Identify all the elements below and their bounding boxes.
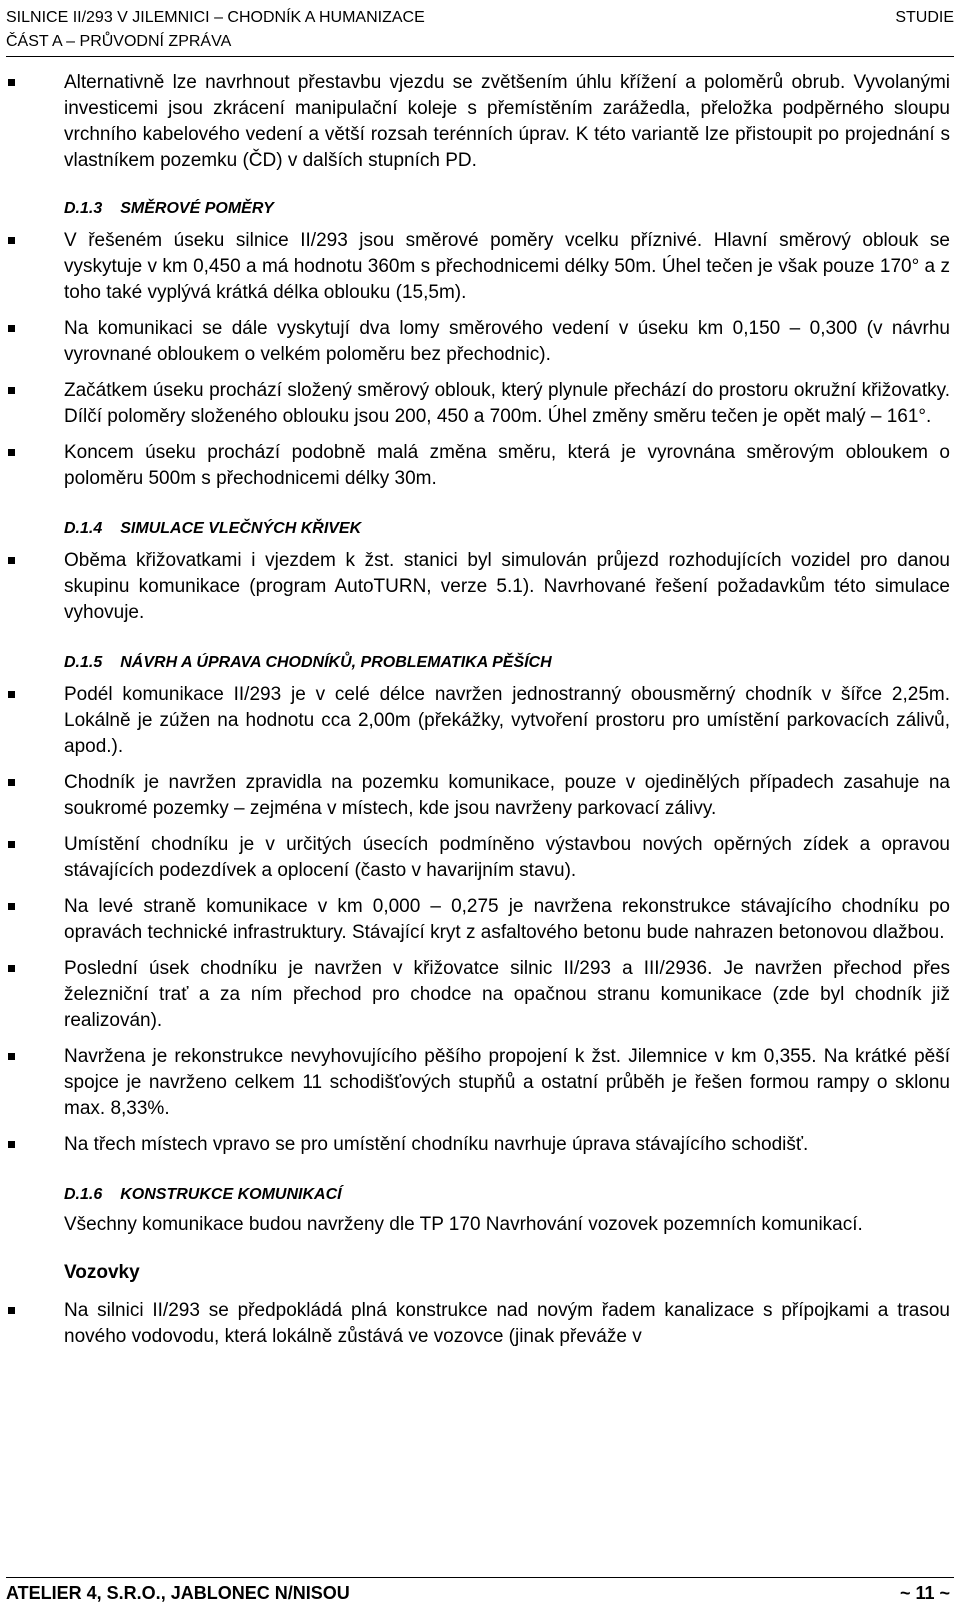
section-heading <box>6 196 950 222</box>
list-item: Poslední úsek chodníku je navržen v křižovatce silnic II/293 a III/2936. Je navržen přechod přes železniční trať a za ním přechod pro chodce na opačnou stranu komunikace (zde byl chodník již realizován). <box>6 956 950 1034</box>
section-number: D.1.4 <box>64 520 103 537</box>
document-body <box>6 70 950 1360</box>
list-item: Podél komunikace II/293 je v celé délce navržen jednostranný obousměrný chodník v šířce 2,25m. Lokálně je zúžen na hodnotu cca 2,00m (překážky, vytvoření prostoru pro umístění parkovacích zálivů, apod.). <box>6 682 950 760</box>
list-item: V řešeném úseku silnice II/293 jsou směrové poměry vcelku příznivé. Hlavní směrový oblouk se vyskytuje v km 0,450 a má hodnotu 360m s přechodnicemi délky 50m. Úhel tečen je však pouze 170° a z toho také vyplývá krátká délka oblouku (15,5m). <box>6 228 950 306</box>
section-heading <box>6 650 950 676</box>
list-item: Na silnici II/293 se předpokládá plná konstrukce nad novým řadem kanalizace s přípojkami a trasou nového vodovodu, která lokálně zůstává ve vozovce (jinak převáže v <box>6 1298 950 1350</box>
section-number: D.1.5 <box>64 654 103 671</box>
list-item: Začátkem úseku prochází složený směrový oblouk, který plynule přechází do prostoru okružní křižovatky. Dílčí poloměry složeného oblouku jsou 200, 450 a 700m. Úhel změny směru tečen je opět malý – 161°. <box>6 378 950 430</box>
header-part: ČÁST A – PRŮVODNÍ ZPRÁVA <box>6 33 232 50</box>
footer-divider <box>6 1577 954 1578</box>
list-item: Alternativně lze navrhnout přestavbu vjezdu se zvětšením úhlu křížení a poloměrů obrub. Vyvolanými investicemi jsou zkrácení manipulační koleje s přemístěním zarážedla, přeložka podpěrného sloupu vrchního kabelového vedení a větší rozsah terénních úprav. K této variantě lze přistoupit po projednání s vlastníkem pozemku (ČD) v dalších stupních PD. <box>6 70 950 174</box>
section-paragraph: Všechny komunikace budou navrženy dle TP 170 Navrhování vozovek pozemních komunikací. <box>64 1214 863 1235</box>
list-item: Na komunikaci se dále vyskytují dva lomy směrového vedení v úseku km 0,150 – 0,300 (v návrhu vyrovnané obloukem o velkém poloměru bez přechodnic). <box>6 316 950 368</box>
header-divider <box>6 56 954 57</box>
list-item: Na levé straně komunikace v km 0,000 – 0,275 je navržena rekonstrukce stávajícího chodníku po opravách technické infrastruktury. Stávající kryt z asfaltového betonu bude nahrazen betonovou dlažbou. <box>6 894 950 946</box>
page-footer <box>6 1580 950 1606</box>
section-heading <box>6 516 950 542</box>
list-item: Koncem úseku prochází podobně malá změna směru, která je vyrovnána směrovým obloukem o poloměru 500m s přechodnicemi délky 30m. <box>6 440 950 492</box>
section-title: KONSTRUKCE KOMUNIKACÍ <box>120 1186 342 1203</box>
section-heading <box>6 1182 950 1208</box>
list-item: Na třech místech vpravo se pro umístění chodníku navrhuje úprava stávajícího schodišť. <box>6 1132 950 1158</box>
list-item: Umístění chodníku je v určitých úsecích podmíněno výstavbou nových opěrných zídek a opravou stávajících podezdívek a oplocení (často v havarijním stavu). <box>6 832 950 884</box>
section-title: SIMULACE VLEČNÝCH KŘIVEK <box>120 520 362 537</box>
subheading: Vozovky <box>64 1262 140 1283</box>
header-doc-type: STUDIE <box>895 9 954 26</box>
page-header <box>6 6 954 54</box>
list-item: Chodník je navržen zpravidla na pozemku komunikace, pouze v ojedinělých případech zasahuje na soukromé pozemky – zejména v místech, kde jsou navrženy parkovací zálivy. <box>6 770 950 822</box>
list-item: Navržena je rekonstrukce nevyhovujícího pěšího propojení k žst. Jilemnice v km 0,355. Na krátké pěší spojce je navrženo celkem 11 schodišťových stupňů a ostatní průběh je řešen formou rampy o sklonu max. 8,33%. <box>6 1044 950 1122</box>
section-title: SMĚROVÉ POMĚRY <box>120 200 274 217</box>
footer-company: ATELIER 4, S.R.O., JABLONEC N/NISOU <box>6 1583 350 1603</box>
section-title: NÁVRH A ÚPRAVA CHODNÍKŮ, PROBLEMATIKA PĚŠÍCH <box>120 654 552 671</box>
header-title: SILNICE II/293 V JILEMNICI – CHODNÍK A HUMANIZACE <box>6 9 425 26</box>
page-number: ~ 11 ~ <box>899 1583 950 1603</box>
section-number: D.1.6 <box>64 1186 103 1203</box>
list-item: Oběma křižovatkami i vjezdem k žst. stanici byl simulován průjezd rozhodujících vozidel pro danou skupinu komunikace (program AutoTURN, verze 5.1). Navrhované řešení požadavkům této simulace vyhovuje. <box>6 548 950 626</box>
section-number: D.1.3 <box>64 200 103 217</box>
